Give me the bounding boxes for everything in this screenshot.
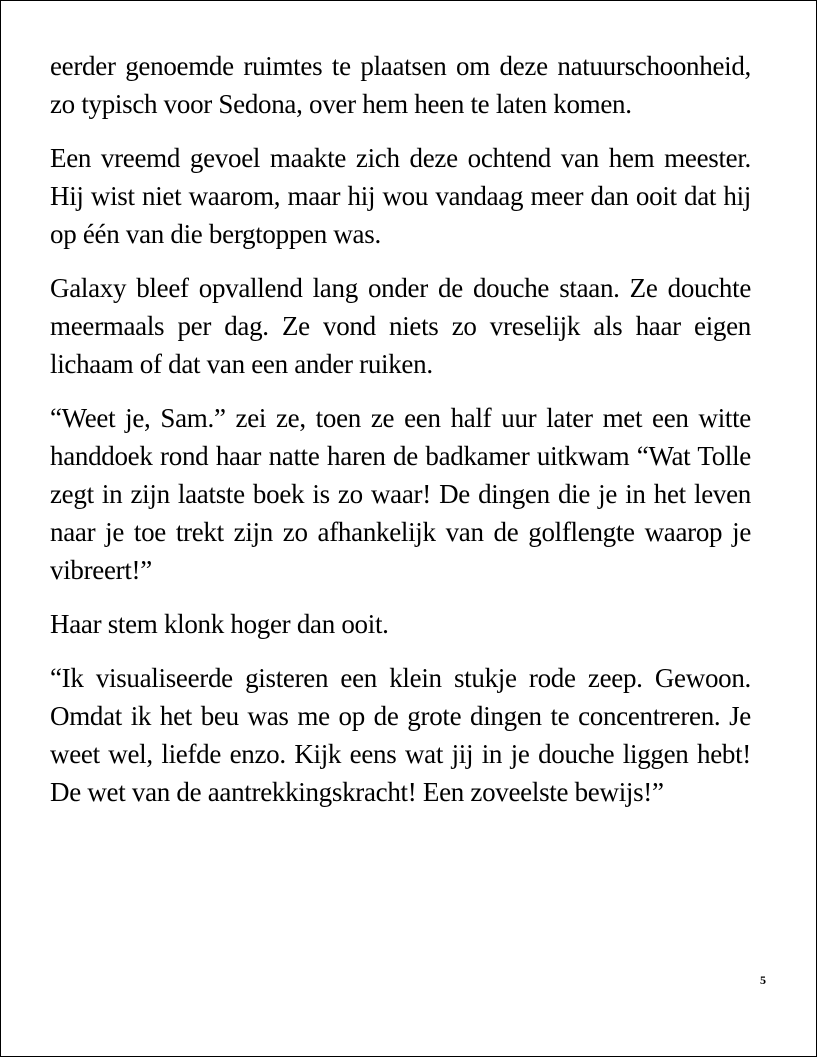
page-number: 5 (760, 973, 766, 987)
paragraph-5: Haar stem klonk hoger dan ooit. (50, 609, 389, 639)
paragraph-6: “Ik visualiseerde gisteren een klein stukje rode zeep. Gewoon. Omdat ik het beu was me op de grote dingen te concentreren. Je weet wel, liefde enzo. Kijk eens wat jij in je douche liggen hebt! De wet van de aantrekkingskracht! Een zoveelste bewijs!” (50, 663, 751, 807)
paragraph-4: “Weet je, Sam.” zei ze, toen ze een half uur later met een witte handdoek rond haar natte haren de badkamer uitkwam “Wat Tolle zegt in zijn laatste boek is zo waar! De dingen die je in het leven naar je toe trekt zijn zo afhankelijk van de golflengte waarop je vibreert!” (50, 403, 751, 585)
paragraph-2: Een vreemd gevoel maakte zich deze ochtend van hem meester. Hij wist niet waarom, maar hij wou vandaag meer dan ooit dat hij op één van die bergtoppen was. (50, 143, 751, 249)
body-text (50, 47, 751, 827)
paragraph-1: eerder genoemde ruimtes te plaatsen om deze natuurschoonheid, zo typisch voor Sedona, over hem heen te laten komen. (50, 51, 751, 119)
paragraph-3: Galaxy bleef opvallend lang onder de douche staan. Ze douchte meermaals per dag. Ze vond niets zo vreselijk als haar eigen lichaam of dat van een ander ruiken. (50, 273, 751, 379)
